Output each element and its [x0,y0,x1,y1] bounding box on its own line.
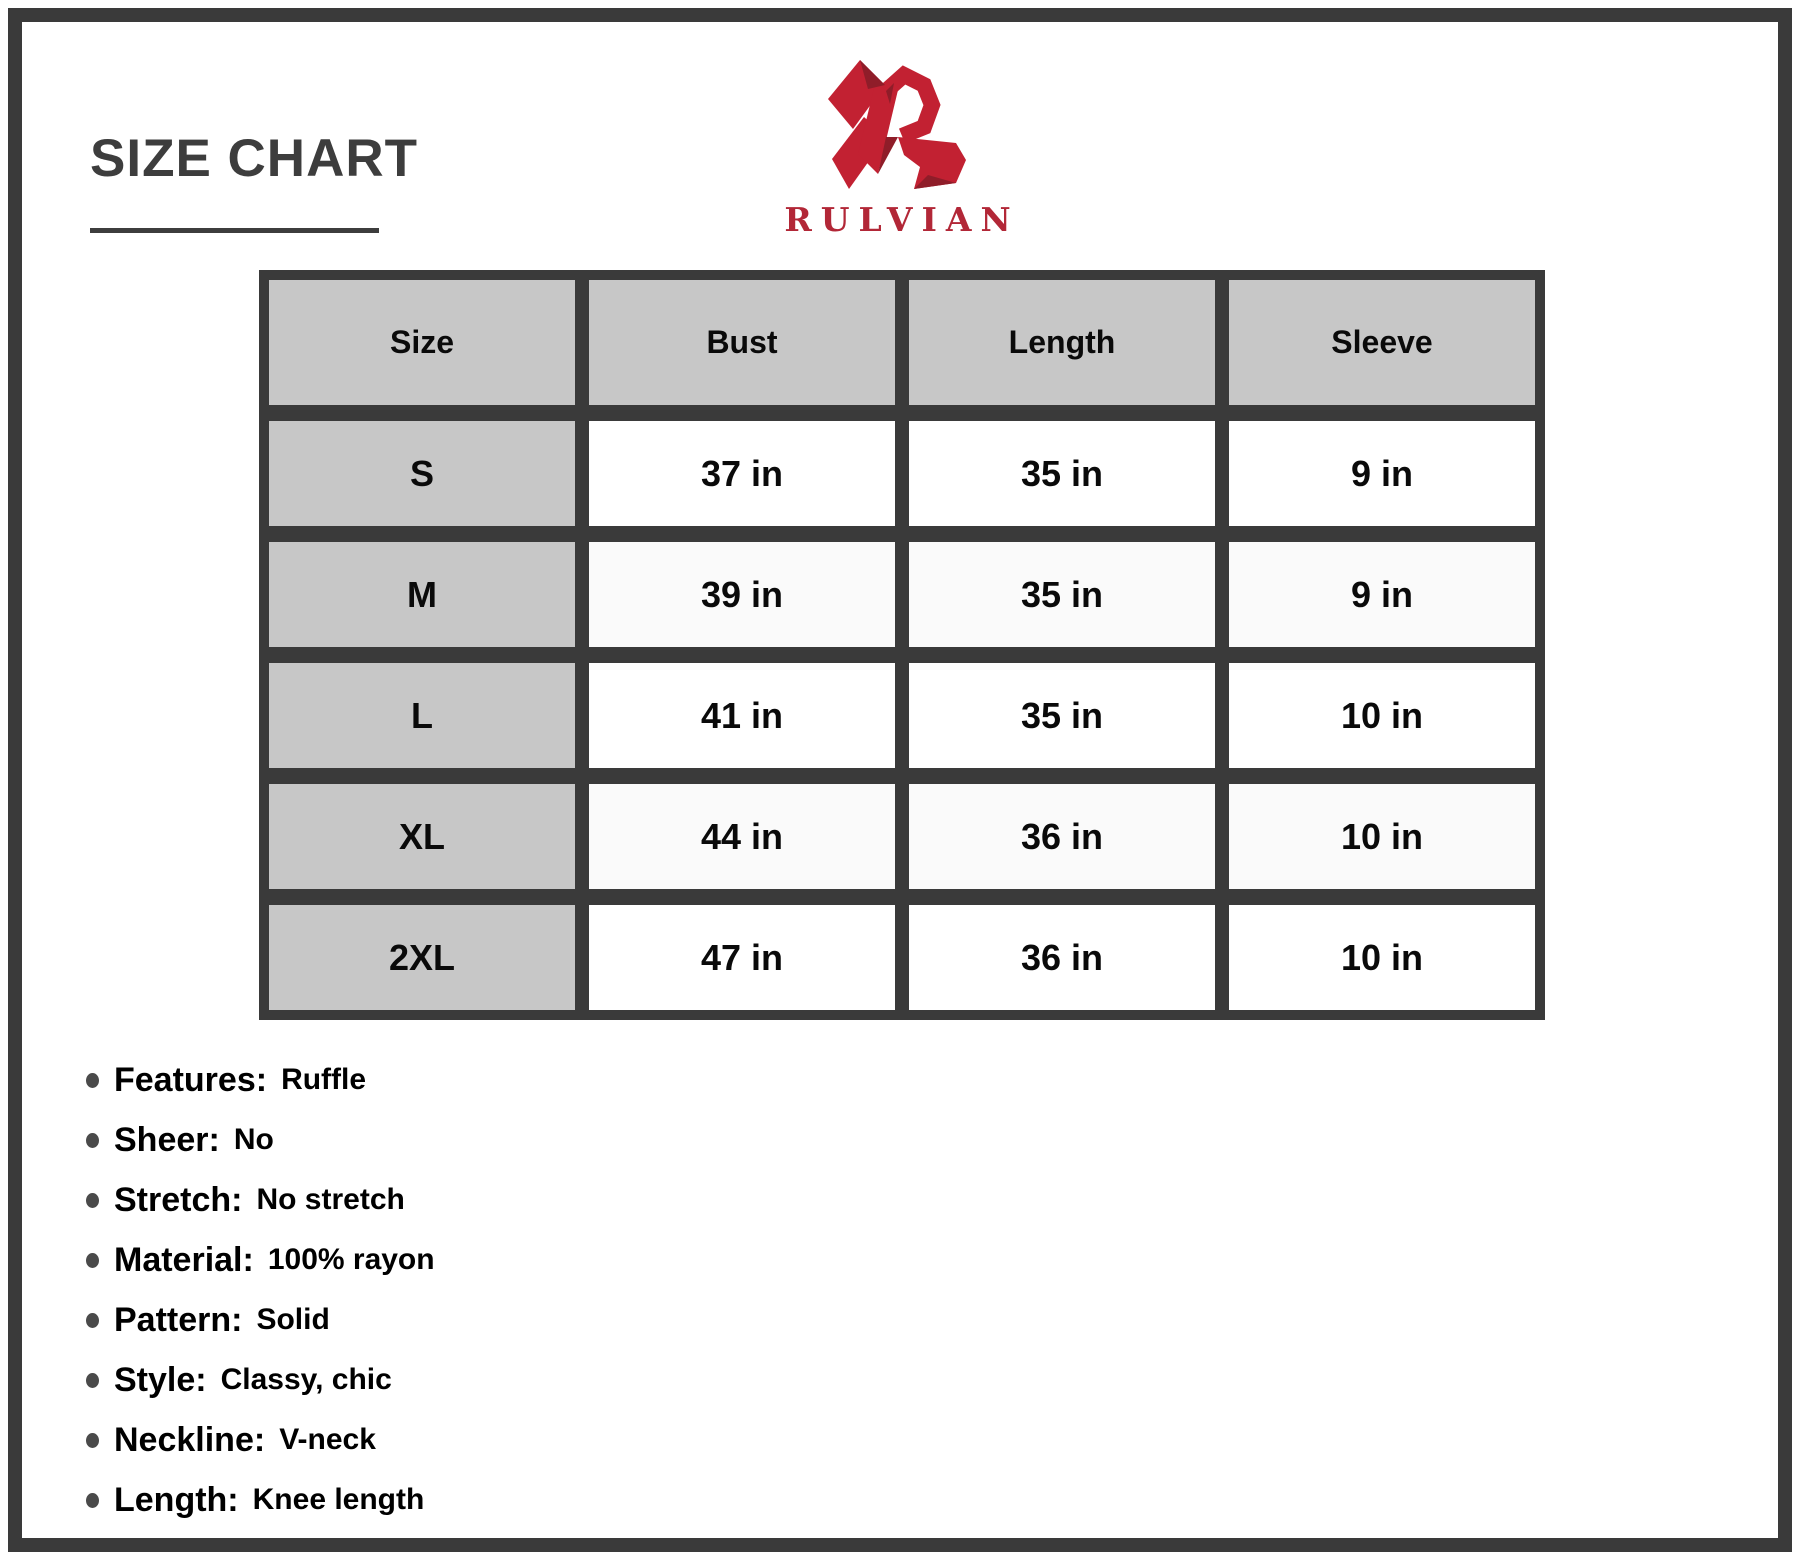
detail-item-length [86,1470,435,1530]
cell-sleeve: 10 in [1229,905,1535,1010]
detail-label: Stretch: [114,1180,243,1219]
cell-sleeve: 9 in [1229,542,1535,647]
bullet-icon [86,1493,99,1508]
cell-bust: 47 in [589,905,895,1010]
detail-value: Knee length [252,1483,425,1516]
size-chart-table [259,270,1545,1020]
row-label-m: M [269,542,575,647]
cell-bust: 41 in [589,663,895,768]
bullet-icon [86,1433,99,1448]
cell-length: 36 in [909,905,1215,1010]
cell-bust: 44 in [589,784,895,889]
brand-logo [752,58,1052,239]
detail-label: Features: [114,1060,268,1099]
cell-sleeve: 10 in [1229,784,1535,889]
brand-r-logo-icon [827,58,977,190]
detail-item-features [86,1050,435,1110]
cell-length: 36 in [909,784,1215,889]
row-label-s: S [269,421,575,526]
column-header-size: Size [269,280,575,405]
detail-label: Neckline: [114,1420,266,1459]
detail-label: Pattern: [114,1300,243,1339]
page-title: SIZE CHART [90,129,418,188]
detail-label: Style: [114,1360,207,1399]
detail-value: No stretch [256,1183,405,1216]
detail-item-style [86,1350,435,1410]
bullet-icon [86,1253,99,1268]
cell-bust: 39 in [589,542,895,647]
bullet-icon [86,1313,99,1328]
detail-label: Material: [114,1240,254,1279]
cell-sleeve: 10 in [1229,663,1535,768]
bullet-icon [86,1373,99,1388]
cell-length: 35 in [909,542,1215,647]
detail-item-material [86,1230,435,1290]
bullet-icon [86,1073,99,1088]
detail-value: 100% rayon [267,1243,435,1276]
detail-item-sheer [86,1110,435,1170]
cell-sleeve: 9 in [1229,421,1535,526]
column-header-bust: Bust [589,280,895,405]
title-underline [90,228,379,233]
column-header-sleeve: Sleeve [1229,280,1535,405]
brand-wordmark: RULVIAN [784,200,1020,239]
bullet-icon [86,1193,99,1208]
detail-value: Ruffle [281,1063,367,1096]
detail-item-pattern [86,1290,435,1350]
cell-bust: 37 in [589,421,895,526]
cell-length: 35 in [909,421,1215,526]
detail-value: No [233,1123,274,1156]
row-label-2xl: 2XL [269,905,575,1010]
detail-label: Length: [114,1480,239,1519]
detail-value: Solid [256,1303,330,1336]
cell-length: 35 in [909,663,1215,768]
bullet-icon [86,1133,99,1148]
row-label-xl: XL [269,784,575,889]
product-details-list [86,1050,435,1530]
detail-value: Classy, chic [220,1363,392,1396]
detail-item-neckline [86,1410,435,1470]
column-header-length: Length [909,280,1215,405]
row-label-l: L [269,663,575,768]
detail-value: V-neck [279,1423,376,1456]
detail-item-stretch [86,1170,435,1230]
detail-label: Sheer: [114,1120,220,1159]
